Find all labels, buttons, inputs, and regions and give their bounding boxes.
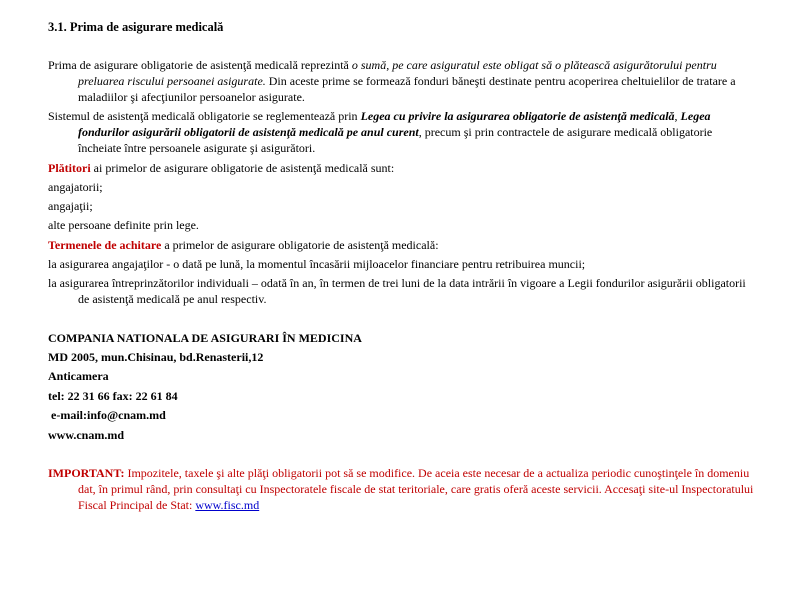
paragraph-definition	[48, 57, 758, 105]
important-notice	[48, 465, 758, 513]
payers-text: ai primelor de asigurare obligatorie de asistenţă medicală sunt:	[90, 161, 395, 175]
deadline-item-entrepreneurs	[48, 275, 758, 307]
law-name-2: Legea fondurilor asigurării obligatorii de asistenţă medicală pe anul curent	[78, 109, 711, 139]
company-email: e-mail:info@cnam.md	[48, 408, 166, 422]
company-office: Anticamera	[48, 369, 109, 383]
important-body: Impozitele, taxele şi alte plăţi obligatorii pot să se modifice. De aceia este necesar de a actualiza periodic cunoştinţele în domeniu dat, în primul rând, prin consultaţi cu Inspectoratele fiscale de stat teritoriale, care gratis oferă aceste servicii. Accesaţi site-ul Inspectoratului Fiscal Principal de Stat:	[78, 466, 754, 512]
payers-line	[48, 160, 394, 176]
payer-item: angajaţii;	[48, 199, 93, 213]
section-heading: 3.1. Prima de asigurare medicală	[48, 20, 224, 34]
definition-text	[48, 57, 758, 105]
deadline-item-employees: la asigurarea angajaţilor - o dată pe lună, la momentul încasării mijloacelor financiare pentru retribuirea muncii;	[48, 257, 586, 271]
payer-item: alte persoane definite prin lege.	[48, 218, 199, 232]
company-phone: tel: 22 31 66 fax: 22 61 84	[48, 389, 178, 403]
payers-label: Plătitori	[48, 161, 91, 175]
law-separator: ,	[674, 109, 681, 123]
law-name-1: Legea cu privire la asigurarea obligatorie de asistenţă medicală	[360, 109, 675, 123]
paragraph-regulation	[48, 108, 758, 156]
definition-intro: Prima de asigurare obligatorie de asistenţă medicală reprezintă	[48, 58, 352, 72]
deadline-item-entrepreneurs-text: la asigurarea întreprinzătorilor individuali – odată în an, în termen de trei luni de la data intrării în vigoare a Legii fondurilor asigurării obligatorii de asistenţă medicală pe anul respectiv.	[48, 276, 746, 306]
company-website: www.cnam.md	[48, 428, 125, 442]
company-address: MD 2005, mun.Chisinau, bd.Renasterii,12	[48, 350, 264, 364]
important-label: IMPORTANT:	[48, 466, 125, 480]
deadlines-label: Termenele de achitare	[48, 238, 162, 252]
important-text	[48, 465, 758, 513]
company-name: COMPANIA NATIONALA DE ASIGURARI ÎN MEDICINA	[48, 331, 362, 345]
regulation-text	[48, 108, 758, 156]
payer-item: angajatorii;	[48, 180, 103, 194]
regulation-rest: , precum şi prin contractele de asigurare medicală obligatorie încheiate între persoanele asigurate şi asigurători.	[78, 125, 713, 155]
definition-italic: o sumă, pe care asiguratul este obligat să o plătească asigurătorului pentru preluarea riscului persoanei asigurate.	[78, 58, 717, 88]
deadlines-line	[48, 237, 439, 253]
regulation-intro: Sistemul de asistenţă medicală obligatorie se reglementează prin	[48, 109, 361, 123]
definition-rest: Din aceste prime se formează fonduri băneşti destinate pentru acoperirea cheltuielilor de tratare a maladiilor şi afecţiunilor persoanelor asigurate.	[78, 74, 736, 104]
fisc-website-link[interactable]: www.fisc.md	[195, 498, 260, 512]
deadlines-text: a primelor de asigurare obligatorie de asistenţă medicală:	[161, 238, 439, 252]
